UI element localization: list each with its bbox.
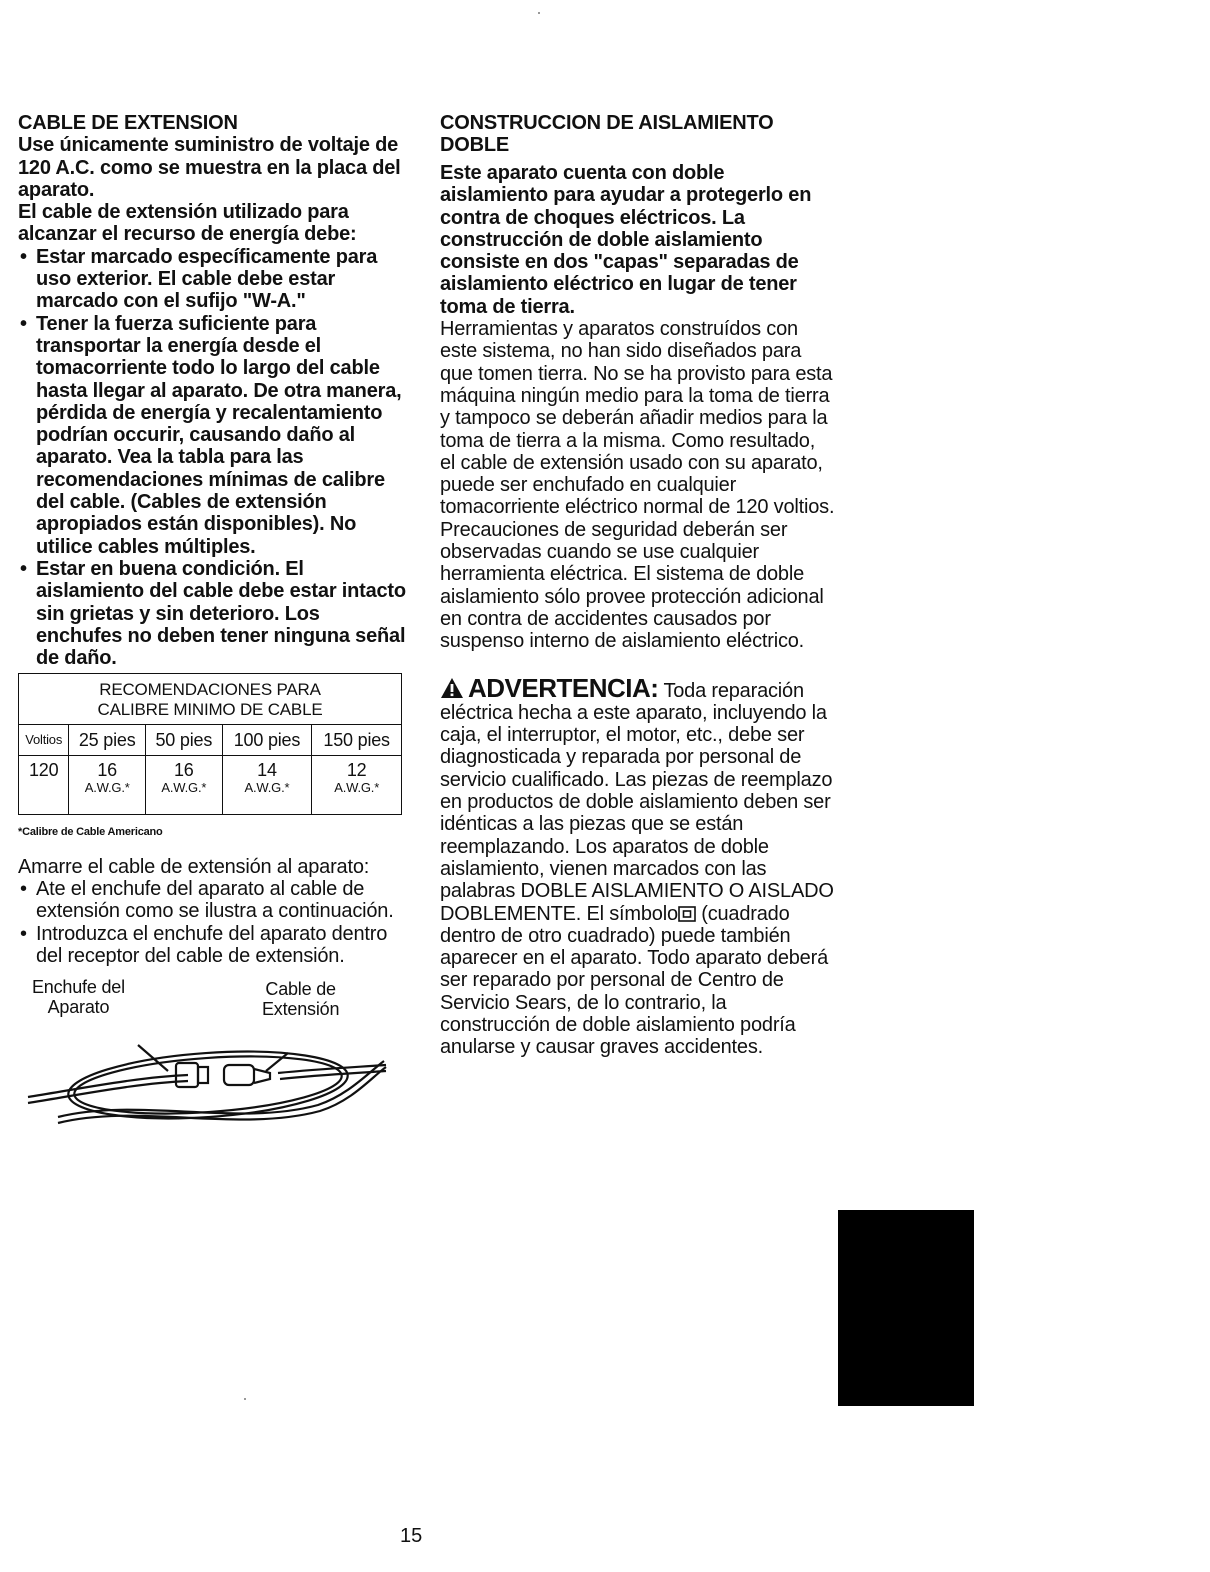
tie-instructions-list bbox=[18, 878, 406, 967]
scan-speck bbox=[538, 12, 540, 14]
diagram-label-cord-1: Cable de bbox=[265, 979, 336, 1000]
left-column bbox=[18, 112, 406, 1137]
warning-text-2: (cuadrado dentro de otro cuadrado) puede también aparecer en el aparato. Todo aparato deberá ser reparado por personal de Centro de Servicio Sears, de lo contrario, la construcción de doble aislamiento podría anularse y causar graves accidentes. bbox=[440, 902, 828, 1059]
heading-line-2: DOBLE bbox=[440, 134, 510, 156]
right-column bbox=[440, 112, 835, 1059]
diagram-label-plug-1: Enchufe del bbox=[32, 977, 125, 998]
diagram-label-plug-2: Aparato bbox=[47, 997, 110, 1018]
warning-triangle-icon bbox=[440, 677, 464, 699]
table-title-line-1: RECOMENDACIONES PARA bbox=[99, 680, 321, 700]
diagram-label-cord bbox=[262, 979, 339, 1019]
list-item: • Estar en buena condición. El aislamiento del cable debe estar intacto sin grietas y sin deterioro. Los enchufes no deben tener ninguna señal de daño. bbox=[18, 558, 406, 669]
gauge-value: 12 bbox=[346, 760, 367, 781]
cable-gauge-table bbox=[18, 673, 402, 815]
warning-paragraph bbox=[440, 672, 835, 1059]
list-item: • Estar marcado específicamente para uso exterior. El cable debe estar marcado con el sufijo "W-A." bbox=[18, 246, 406, 313]
gauge-value: 16 bbox=[97, 760, 117, 781]
table-header-cell: Voltios bbox=[19, 725, 69, 756]
table-cell bbox=[146, 756, 223, 815]
extension-cord-heading: CABLE DE EXTENSION bbox=[18, 112, 238, 134]
heading-line-1: CONSTRUCCION DE AISLAMIENTO bbox=[440, 112, 774, 134]
insulation-paragraph-3: Precauciones de seguridad deberán ser observadas cuando se use cualquier herramienta eléctrica. El sistema de doble aislamiento sólo provee protección adicional en contra de accidentes causados por suspenso interno de aislamiento eléctrico. bbox=[440, 518, 824, 653]
table-header-cell: 100 pies bbox=[222, 725, 312, 756]
table-header-cell: 25 pies bbox=[69, 725, 146, 756]
list-item: • Ate el enchufe del aparato al cable de extensión como se ilustra a continuación. bbox=[18, 878, 406, 923]
list-item: • Tener la fuerza suficiente para transportar la energía desde el tomacorriente todo lo largo del cable hasta llegar al aparato. De otra manera, pérdida de energía y recalentamiento podrían occurir, causando daño al aparato. Vea la tabla para las recomendaciones mínimas de calibre del cable. (Cables de extensión apropiados están disponibles). No utilice cables múltiples. bbox=[18, 313, 406, 558]
table-footnote: *Calibre de Cable Americano bbox=[18, 826, 163, 839]
table-header-cell: 150 pies bbox=[312, 725, 402, 756]
table-cell bbox=[69, 756, 146, 815]
gauge-unit: A.W.G.* bbox=[84, 780, 130, 796]
table-cell bbox=[312, 756, 402, 815]
table-cell bbox=[222, 756, 312, 815]
cord-intro: El cable de extensión utilizado para alcanzar el recurso de energía debe: bbox=[18, 201, 357, 246]
warning-text-1: Toda reparación eléctrica hecha a este aparato, incluyendo la caja, el interruptor, el motor, etc., debe ser diagnosticada y reparada por personal de servicio cualificado. Las piezas de reemplazo en productos de doble aislamiento deben ser idénticas a las piezas que se están reemplazando. Los aparatos de doble aislamiento, vienen marcados con las palabras DOBLE AISLAMIENTO O AISLADO DOBLEMENTE. El símbolo bbox=[440, 679, 834, 925]
table-title-line-2: CALIBRE MINIMO DE CABLE bbox=[97, 700, 323, 720]
gauge-value: 14 bbox=[257, 760, 277, 781]
diagram-label-plug bbox=[32, 977, 125, 1017]
gauge-unit: A.W.G.* bbox=[244, 780, 290, 796]
table-title bbox=[19, 674, 402, 725]
cord-tie-diagram bbox=[18, 977, 406, 1137]
insulation-paragraph-1: Este aparato cuenta con doble aislamiento para ayudar a protegerlo en contra de choques eléctricos. La construcción de doble aislamiento consiste en dos "capas" separadas de aislamiento eléctrico en lugar de tener toma de tierra. bbox=[440, 162, 812, 318]
list-item: • Introduzca el enchufe del aparato dentro del receptor del cable de extensión. bbox=[18, 923, 406, 968]
warning-title: ADVERTENCIA: bbox=[468, 672, 659, 703]
black-edge-tab bbox=[838, 1210, 974, 1406]
table-cell-volts: 120 bbox=[19, 756, 69, 815]
voltage-intro: Use únicamente suministro de voltaje de 120 A.C. como se muestra en la placa del aparato. bbox=[18, 134, 401, 201]
page-number: 15 bbox=[400, 1525, 423, 1547]
tie-instructions-intro: Amarre el cable de extensión al aparato: bbox=[18, 855, 370, 878]
diagram-label-cord-2: Extensión bbox=[262, 999, 340, 1020]
double-square-icon bbox=[678, 906, 696, 922]
double-insulation-heading bbox=[440, 112, 835, 156]
gauge-unit: A.W.G.* bbox=[334, 780, 380, 796]
gauge-unit: A.W.G.* bbox=[161, 780, 207, 796]
gauge-value: 16 bbox=[174, 760, 194, 781]
insulation-paragraph-2: Herramientas y aparatos construídos con este sistema, no han sido diseñados para que tomen tierra. No se ha provisto para esta máquina ningún medio para la toma de tierra y tampoco se deberán añadir medios para la toma de tierra a la misma. Como resultado, el cable de extensión usado con su aparato, puede ser enchufado en cualquier tomacorriente eléctrico normal de 120 voltios. bbox=[440, 318, 835, 519]
scan-speck bbox=[244, 1398, 246, 1400]
cord-requirements-list bbox=[18, 246, 406, 670]
table-header-cell: 50 pies bbox=[146, 725, 223, 756]
